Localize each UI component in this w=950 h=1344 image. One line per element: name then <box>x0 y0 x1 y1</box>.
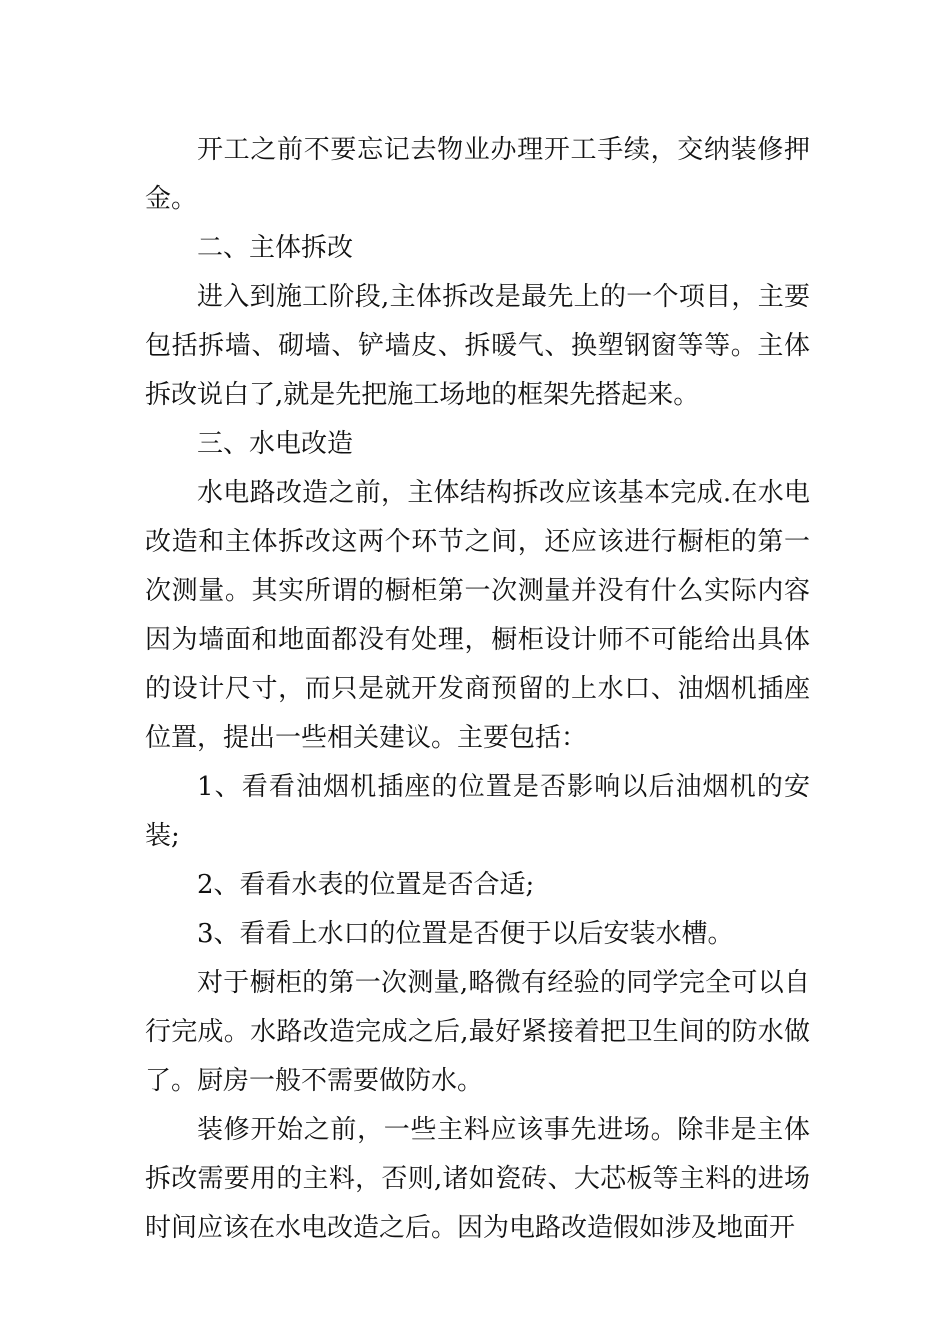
list-item-water-meter: 2、看看水表的位置是否合适; <box>197 870 535 900</box>
section-heading-plumbing-electrical: 三、水电改造 <box>197 429 354 459</box>
paragraph-cabinet-measurement: 对于橱柜的第一次测量,略微有经验的同学完全可以自行完成。水路改造完成之后,最好紧接着把卫生间的防水做了。厨房一般不需要做防水。 <box>145 968 810 1096</box>
paragraph-permit-deposit: 开工之前不要忘记去物业办理开工手续，交纳装修押金。 <box>145 135 810 214</box>
list-item-water-inlet: 3、看看上水口的位置是否便于以后安装水槽。 <box>197 919 734 949</box>
paragraph-main-demolition: 进入到施工阶段,主体拆改是最先上的一个项目，主要包括拆墙、砌墙、铲墙皮、拆暖气、换塑钢窗等等。主体拆改说白了,就是先把施工场地的框架先搭起来。 <box>145 282 810 410</box>
paragraph-materials-entry: 装修开始之前，一些主料应该事先进场。除非是主体拆改需要用的主料，否则,诸如瓷砖、大芯板等主料的进场时间应该在水电改造之后。因为电路改造假如涉及地面开 <box>145 1115 810 1243</box>
document-body <box>145 126 810 1253</box>
list-item-hood-socket: 1、看看油烟机插座的位置是否影响以后油烟机的安装; <box>145 772 810 851</box>
section-heading-main-demolition: 二、主体拆改 <box>197 233 354 263</box>
paragraph-plumbing-electrical: 水电路改造之前，主体结构拆改应该基本完成.在水电改造和主体拆改这两个环节之间，还应该进行橱柜的第一次测量。其实所谓的橱柜第一次测量并没有什么实际内容因为墙面和地面都没有处理，橱柜设计师不可能给出具体的设计尺寸，而只是就开发商预留的上水口、油烟机插座位置，提出一些相关建议。主要包括： <box>145 478 810 753</box>
